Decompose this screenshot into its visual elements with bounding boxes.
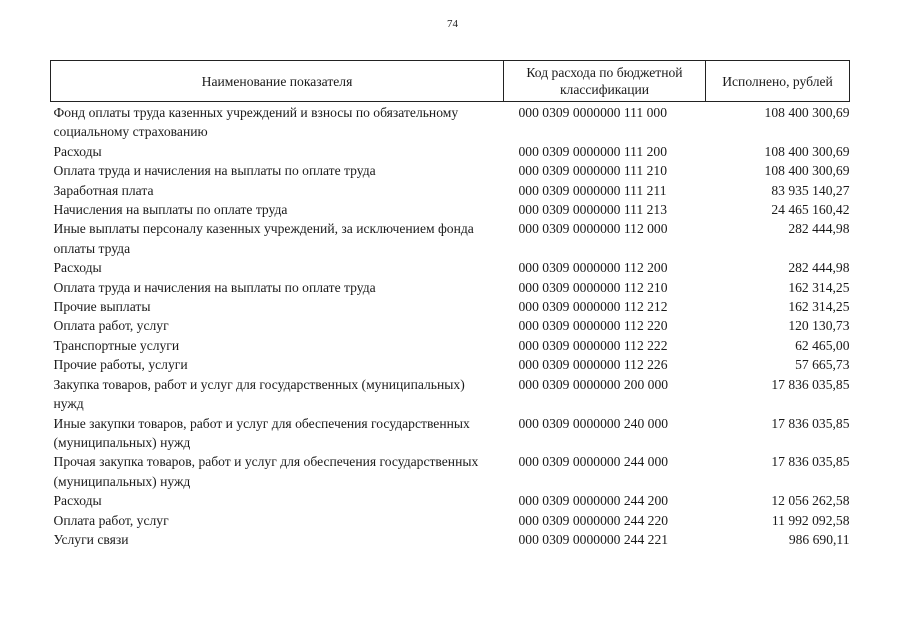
table-row	[51, 161, 850, 180]
row-code: 000 0309 0000000 112 220	[518, 318, 668, 334]
row-amount: 57 665,73	[795, 357, 850, 373]
row-amount: 12 056 262,58	[771, 493, 850, 509]
table-row	[51, 200, 850, 219]
row-name: Расходы	[53, 143, 102, 159]
table-header	[51, 61, 850, 102]
row-name: Начисления на выплаты по оплате труда	[53, 202, 288, 218]
row-name: Прочие работы, услуги	[53, 357, 188, 373]
row-amount: 17 836 035,85	[771, 376, 850, 392]
row-name: Прочие выплаты	[53, 299, 151, 315]
row-code: 000 0309 0000000 112 200	[518, 260, 668, 276]
row-name: Оплата работ, услуг	[53, 512, 169, 528]
table-row	[51, 219, 850, 258]
row-amount: 162 314,25	[788, 299, 850, 315]
row-code: 000 0309 0000000 111 213	[518, 202, 668, 218]
row-name: Оплата труда и начисления на выплаты по оплате труда	[53, 163, 376, 179]
row-code: 000 0309 0000000 200 000	[518, 376, 669, 392]
table-row	[51, 355, 850, 374]
row-code: 000 0309 0000000 112 210	[518, 279, 668, 295]
table-row	[51, 414, 850, 453]
table-row	[51, 336, 850, 355]
row-amount: 108 400 300,69	[764, 163, 850, 179]
table-row	[51, 491, 850, 510]
table-row	[51, 102, 850, 142]
row-code: 000 0309 0000000 244 200	[518, 493, 669, 509]
row-amount: 282 444,98	[788, 260, 850, 276]
row-amount: 11 992 092,58	[771, 512, 850, 528]
header-amount: Исполнено, рублей	[706, 61, 850, 102]
table-row	[51, 297, 850, 316]
row-code: 000 0309 0000000 111 210	[518, 163, 668, 179]
row-code: 000 0309 0000000 240 000	[518, 415, 669, 431]
row-name: Оплата работ, услуг	[53, 318, 169, 334]
table-row	[51, 316, 850, 335]
row-code: 000 0309 0000000 111 000	[518, 105, 668, 120]
row-name: Транспортные услуги	[53, 337, 180, 353]
row-name: Закупка товаров, работ и услуг для государственных (муниципальных) нужд	[53, 376, 465, 412]
row-amount: 83 935 140,27	[771, 182, 850, 198]
table-row	[51, 142, 850, 161]
table-row	[51, 452, 850, 491]
table-row	[51, 530, 850, 549]
row-amount: 62 465,00	[795, 337, 850, 353]
row-name: Оплата труда и начисления на выплаты по оплате труда	[53, 279, 376, 295]
row-code: 000 0309 0000000 111 200	[518, 143, 668, 159]
row-name: Заработная плата	[53, 182, 154, 198]
row-code: 000 0309 0000000 244 000	[518, 454, 669, 470]
table-row	[51, 258, 850, 277]
row-code: 000 0309 0000000 111 211	[518, 182, 667, 198]
table-body	[51, 102, 850, 550]
row-name: Расходы	[53, 493, 102, 509]
row-name: Прочая закупка товаров, работ и услуг для обеспечения государственных (муниципальных) нужд	[53, 454, 479, 489]
row-amount: 108 400 300,69	[764, 143, 850, 159]
table-row	[51, 511, 850, 530]
row-code: 000 0309 0000000 112 212	[518, 299, 668, 315]
row-code: 000 0309 0000000 112 222	[518, 337, 668, 353]
row-name: Иные выплаты персоналу казенных учреждений, за исключением фонда оплаты труда	[53, 221, 474, 256]
row-code: 000 0309 0000000 244 220	[518, 512, 669, 528]
row-amount: 162 314,25	[788, 279, 850, 295]
table-row	[51, 375, 850, 414]
row-amount: 108 400 300,69	[764, 105, 850, 120]
page-number: 74	[447, 18, 458, 30]
header-row	[51, 61, 850, 102]
row-code: 000 0309 0000000 112 226	[518, 357, 668, 373]
row-amount: 120 130,73	[788, 318, 850, 334]
row-name: Фонд оплаты труда казенных учреждений и взносы по обязательному социальному страхованию	[53, 105, 459, 140]
header-code: Код расхода по бюджетной классификации	[504, 61, 706, 102]
header-name: Наименование показателя	[51, 61, 504, 102]
row-name: Расходы	[53, 260, 102, 276]
row-amount: 17 836 035,85	[771, 415, 850, 431]
table-row	[51, 278, 850, 297]
row-name: Услуги связи	[53, 531, 129, 547]
expenditure-table	[50, 60, 850, 549]
row-amount: 24 465 160,42	[771, 202, 850, 218]
row-amount: 282 444,98	[788, 221, 850, 237]
row-amount: 17 836 035,85	[771, 454, 850, 470]
row-code: 000 0309 0000000 112 000	[518, 221, 668, 237]
row-name: Иные закупки товаров, работ и услуг для обеспечения государственных (муниципальных) нужд	[53, 415, 470, 450]
row-code: 000 0309 0000000 244 221	[518, 531, 669, 547]
table-row	[51, 181, 850, 200]
row-amount: 986 690,11	[788, 531, 850, 547]
